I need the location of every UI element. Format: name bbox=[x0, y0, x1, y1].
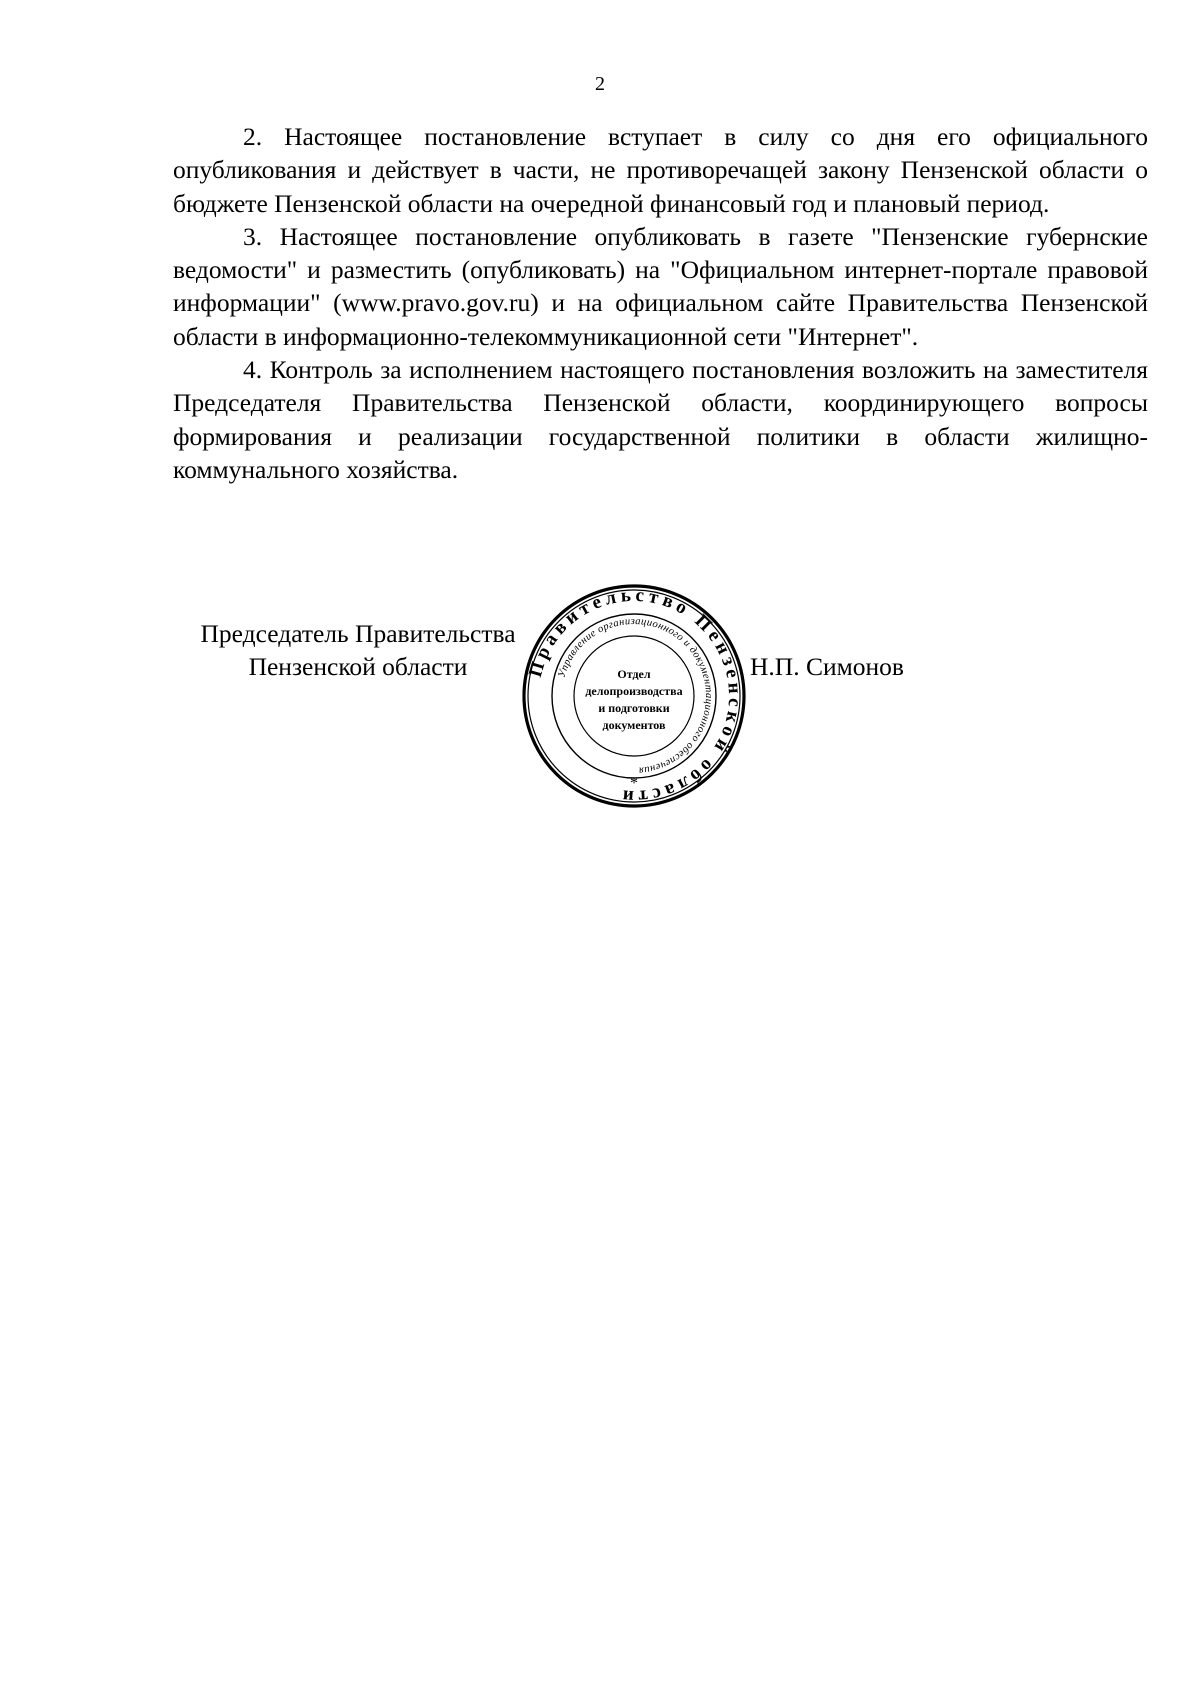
seal-center-line-3: и подготовки bbox=[598, 701, 670, 715]
signatory-position-line-2: Пензенской области bbox=[248, 652, 468, 681]
paragraph-4: 4. Контроль за исполнением настоящего постановления возложить на заместителя Председателя Правительства Пензенской области, координирующего вопросы формирования и реализации государственной политики в области жилищно-коммунального хозяйства. bbox=[173, 355, 1148, 484]
seal-outer-text: Правительство Пензенской области bbox=[524, 584, 746, 808]
signatory-name: Н.П. Симонов bbox=[750, 652, 904, 681]
seal-center-line-1: Отдел bbox=[617, 667, 651, 681]
paragraph-2: 2. Настоящее постановление вступает в силу со дня его официального опубликования и действует в части, не противоречащей закону Пензенской области о бюджете Пензенской области на очередной финансовый год и плановый период. bbox=[173, 122, 1148, 218]
document-body bbox=[173, 120, 1148, 486]
seal-star: * bbox=[630, 775, 638, 792]
seal-center-line-2: делопроизводства bbox=[585, 684, 683, 698]
page-number: 2 bbox=[595, 73, 605, 95]
signatory-position bbox=[173, 617, 543, 683]
signatory-position-line-1: Председатель Правительства bbox=[200, 619, 516, 648]
seal-center-text bbox=[585, 667, 682, 732]
seal-center-line-4: документов bbox=[602, 718, 666, 732]
official-seal bbox=[520, 582, 748, 810]
seal-middle-text: Управление организационного и документационного обеспечения bbox=[556, 615, 715, 776]
paragraph-3: 3. Настоящее постановление опубликовать в газете "Пензенские губернские ведомости" и разместить (опубликовать) на "Официальном интернет-портале правовой информации" (www.pravo.gov.ru) и на официальном сайте Правительства Пензенской области в информационно-телекоммуникационной сети "Интернет". bbox=[173, 221, 1148, 351]
official-seal-graphic bbox=[520, 582, 748, 810]
